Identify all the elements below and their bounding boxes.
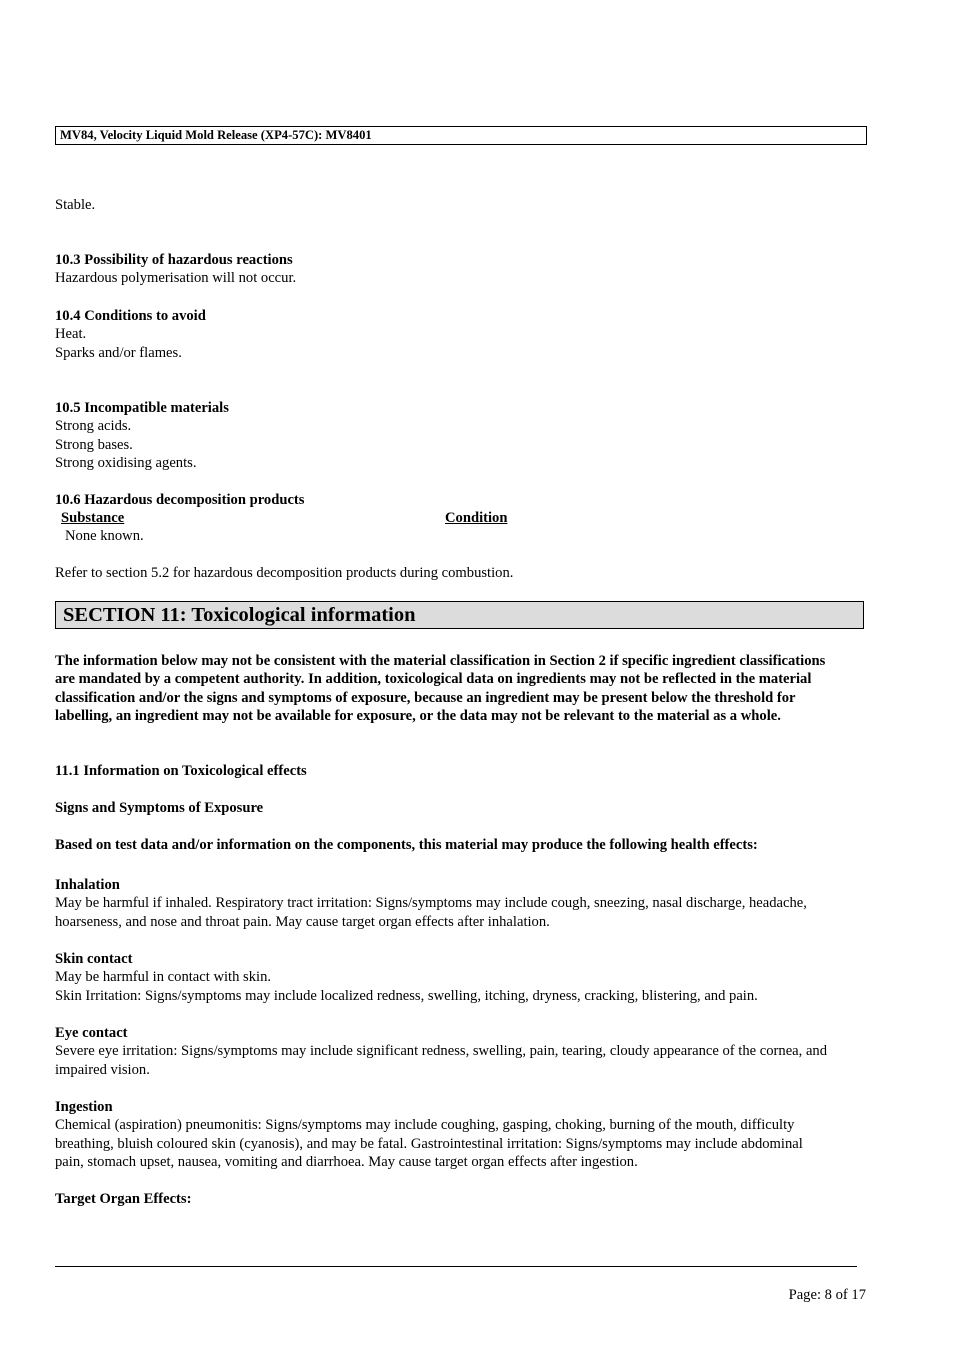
signs-symptoms-heading: Signs and Symptoms of Exposure [55, 800, 264, 816]
skin-contact-heading: Skin contact [55, 951, 133, 967]
stability-text: Stable. [55, 197, 96, 213]
section-10-4 [55, 307, 845, 362]
ingestion-heading: Ingestion [55, 1099, 113, 1115]
section-10-6-heading: 10.6 Hazardous decomposition products [55, 492, 305, 508]
material-item: Strong bases. [55, 436, 133, 453]
condition-item: Sparks and/or flames. [55, 344, 182, 361]
section-10-5 [55, 399, 845, 473]
skin-contact-line: Skin Irritation: Signs/symptoms may include localized redness, swelling, itching, dryness, cracking, blistering, and pain. [55, 987, 758, 1004]
inhalation-block [55, 876, 835, 931]
section-10-3 [55, 251, 845, 288]
section-11-intro: The information below may not be consistent with the material classification in Section 2 if specific ingredient classifications are mandated by a competent authority. In addition, toxicological data on ingredients may not be reflected in the material classification and/or the signs and symptoms of exposure, because an ingredient may be present below the threshold for labelling, an ingredient may not be available for exposure, or the data may not be relevant to the material as a whole. [55, 653, 826, 725]
decomposition-value: None known. [65, 528, 144, 544]
decomposition-note: Refer to section 5.2 for hazardous decomposition products during combustion. [55, 565, 514, 581]
eye-contact-text: Severe eye irritation: Signs/symptoms may include significant redness, swelling, pain, tearing, cloudy appearance of the cornea, and impaired vision. [55, 1043, 828, 1078]
document-header-title: MV84, Velocity Liquid Mold Release (XP4-57C): MV8401 [55, 126, 867, 145]
inhalation-heading: Inhalation [55, 877, 120, 893]
skin-contact-block [55, 950, 855, 1005]
section-10-3-heading: 10.3 Possibility of hazardous reactions [55, 252, 293, 268]
section-10-3-text: Hazardous polymerisation will not occur. [55, 270, 297, 287]
target-organ-heading: Target Organ Effects: [55, 1191, 192, 1207]
eye-contact-block [55, 1024, 835, 1079]
ingestion-text: Chemical (aspiration) pneumonitis: Signs/symptoms may include coughing, gasping, choking, burning of the mouth, difficulty breathing, bluish coloured skin (cyanosis), and may be fatal. Gastrointestinal irritation: Signs/symptoms may include abdominal pain, stomach upset, nausea, vomiting and diarrhoea. May cause target organ effects after ingestion. [55, 1117, 803, 1171]
section-11-title: SECTION 11: Toxicological information [55, 601, 864, 629]
section-10-5-heading: 10.5 Incompatible materials [55, 400, 229, 416]
skin-contact-line: May be harmful in contact with skin. [55, 969, 272, 986]
section-11-1-heading: 11.1 Information on Toxicological effects [55, 763, 307, 779]
health-effects-statement: Based on test data and/or information on the components, this material may produce the following health effects: [55, 837, 758, 853]
page-number: Page: 8 of 17 [788, 1287, 866, 1303]
column-header-condition: Condition [445, 510, 508, 526]
eye-contact-heading: Eye contact [55, 1025, 128, 1041]
condition-item: Heat. [55, 326, 87, 343]
column-header-substance: Substance [61, 510, 125, 526]
section-10-4-heading: 10.4 Conditions to avoid [55, 308, 206, 324]
ingestion-block [55, 1098, 835, 1172]
inhalation-text: May be harmful if inhaled. Respiratory tract irritation: Signs/symptoms may include cough, sneezing, nasal discharge, headache, hoarseness, and nose and throat pain. May cause target organ effects after inhalation. [55, 895, 807, 930]
footer-divider [55, 1266, 857, 1267]
material-item: Strong oxidising agents. [55, 455, 197, 472]
material-item: Strong acids. [55, 418, 132, 435]
